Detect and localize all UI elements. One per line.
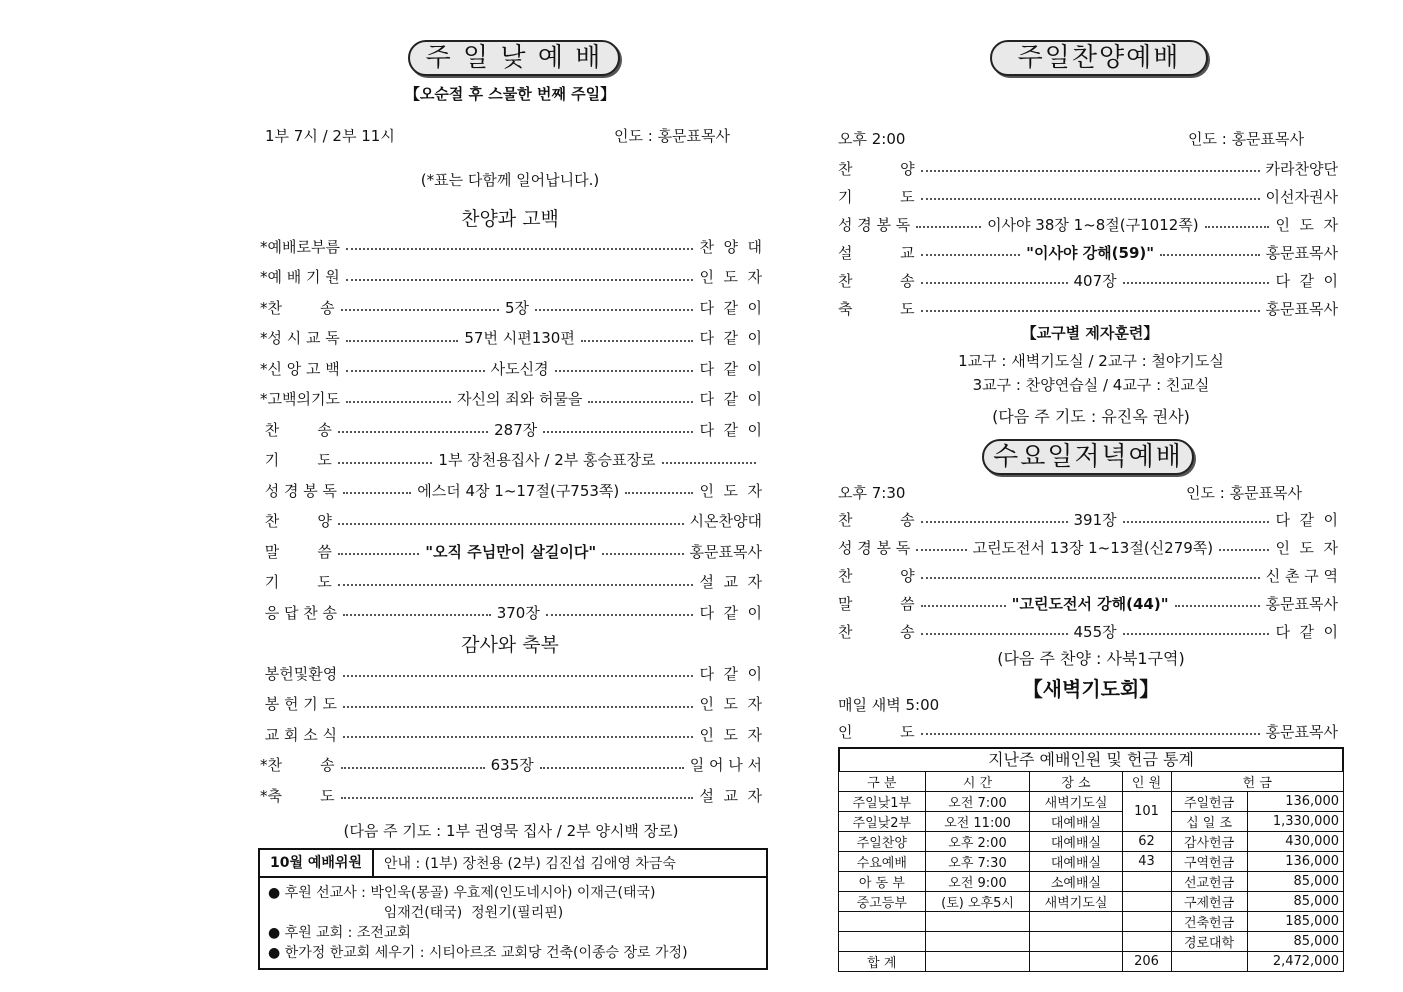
stats-cell [925,932,1030,952]
stats-cell: 185,000 [1247,912,1343,932]
stats-cell: 대예배실 [1030,832,1122,852]
praise-leader: 인도 : 홍문표목사 [1188,130,1305,148]
stats-cell: 선교헌금 [1171,872,1247,892]
stats-cell [1030,912,1122,932]
stats-cell: 오후 7:30 [925,852,1030,872]
order-item-person: 시온찬양대 [689,512,762,530]
stats-cell: 85,000 [1247,932,1343,952]
order-item-label: 찬 양 [260,512,332,530]
dawn-leader-name: 홍문표목사 [1265,722,1338,741]
order2-row [260,723,762,745]
next-prayer-right: (다음 주 기도 : 유진옥 권사) [992,407,1190,426]
order-row [260,418,762,440]
stats-total-row [839,952,1344,972]
church-planting: ● 한가정 한교회 세우기 : 시티아르조 교회당 건축(이종승 장로 가정) [268,945,688,961]
wednesday-service-title: 수요일저녁예배 [982,439,1194,475]
wed-item-label: 찬 송 [838,622,915,641]
training-title: 【교구별 제자훈련】 [1021,324,1159,342]
order-item-label: *고백의기도 [260,390,340,408]
stats-row [839,852,1344,872]
stats-cell: 주일헌금 [1171,792,1247,812]
dawn-leader-row [838,720,1338,742]
wed-item-label: 성 경 봉 독 [838,538,911,557]
praise-time: 오후 2:00 [838,130,906,148]
order-row [260,449,762,471]
praise-item-label: 축 도 [838,299,915,318]
wed-item-detail: "고린도전서 강해(44)" [1011,594,1169,613]
stats-cell: 새벽기도실 [1030,792,1122,812]
stats-cell: 101 [1122,792,1171,832]
order2-item-person: 설 교 자 [699,786,762,805]
order-item-person: 홍문표목사 [689,542,762,561]
order2-row [260,693,762,715]
order-row [260,235,762,257]
stats-cell: 대예배실 [1030,852,1122,872]
order-item-detail: 에스더 4장 1~17절(구753쪽) [417,481,620,500]
praise-item-detail: 407장 [1073,271,1117,290]
attendance-offering-table [838,747,1344,972]
wed-item-label: 찬 송 [838,510,915,529]
wed-item-label: 찬 양 [838,566,915,585]
stats-cell [1122,872,1171,892]
stats-total-cell: 206 [1122,952,1171,972]
order-row [260,296,762,318]
order-item-person: 다 같 이 [699,390,762,408]
section-thanks-blessing: 감사와 축복 [461,634,559,656]
order-item-person: 설 교 자 [699,573,762,591]
order-row [260,571,762,593]
order-item-person: 인 도 자 [699,268,762,286]
dawn-leader-label: 인 도 [838,722,915,741]
stats-row [839,832,1344,852]
stats-cell: 62 [1122,832,1171,852]
order2-item-label: 봉헌및환영 [260,664,338,683]
wednesday-leader: 인도 : 홍문표목사 [1186,484,1303,502]
stats-row [839,932,1344,952]
stats-cell: 중고등부 [839,892,926,912]
praise-item-person: 이선자권사 [1265,187,1338,206]
order2-row [260,784,762,806]
stats-row [839,912,1344,932]
praise-item-person: 인 도 자 [1275,215,1338,234]
order-item-detail: 5장 [505,298,530,317]
stats-cell: 오전 9:00 [925,872,1030,892]
stats-cell: 85,000 [1247,892,1343,912]
order-row [260,601,762,623]
order-item-detail: 1부 장천용집사 / 2부 홍승표장로 [438,451,656,469]
stats-cell: 주일찬양 [839,832,926,852]
praise-item-detail: "이사야 강해(59)" [1026,243,1155,262]
order2-item-person: 인 도 자 [699,695,762,713]
stats-row [839,812,1344,832]
order-item-label: *성 시 교 독 [260,329,340,347]
stats-cell [1122,892,1171,912]
praise-row [838,185,1338,207]
wed-item-detail: 455장 [1073,622,1117,641]
stats-cell: 감사헌금 [1171,832,1247,852]
praise-row [838,241,1338,263]
order2-item-person: 다 같 이 [699,664,762,683]
praise-item-label: 설 교 [838,243,915,262]
stats-total-cell [925,952,1030,972]
stats-cell: (토) 오후5시 [925,892,1030,912]
order2-row [260,754,762,776]
section-praise-confession: 찬양과 고백 [461,208,559,230]
stats-total-cell [1171,952,1247,972]
next-prayer: (다음 주 기도 : 1부 권영묵 집사 / 2부 양시백 장로) [343,822,679,840]
stats-cell [925,912,1030,932]
order-item-detail: 57번 시편130편 [464,329,575,347]
praise-item-label: 성 경 봉 독 [838,215,911,234]
wed-item-person: 인 도 자 [1275,538,1339,557]
order-item-label: *예배로부름 [260,237,340,256]
stats-header: 구 분 [839,772,926,792]
order-item-person: 다 같 이 [699,603,762,622]
stats-cell: 430,000 [1247,832,1343,852]
missionaries-line-2: 임재건(태국) 정원기(필리핀) [268,905,564,921]
stats-cell: 1,330,000 [1247,812,1343,832]
order-item-person: 인 도 자 [699,481,763,500]
order2-item-detail: 635장 [490,756,534,774]
order-item-label: *예 배 기 원 [260,268,340,286]
stats-cell: 수요예배 [839,852,926,872]
order-item-label: 성 경 봉 독 [260,481,338,500]
stats-header: 시 간 [925,772,1030,792]
order2-item-label: 교 회 소 식 [260,725,338,744]
stats-header: 인 원 [1122,772,1171,792]
stats-cell: 136,000 [1247,792,1343,812]
order-item-label: *신 앙 고 백 [260,359,340,378]
stats-row [839,792,1344,812]
wed-item-detail: 고린도전서 13장 1~13절(신279쪽) [972,538,1214,557]
service-leader: 인도 : 홍문표목사 [614,127,731,145]
praise-row [838,297,1338,319]
order2-item-person: 인 도 자 [699,725,762,744]
stats-cell [839,932,926,952]
wed-item-detail: 391장 [1073,510,1117,529]
stats-cell: 주일낮1부 [839,792,926,812]
stats-cell [1030,932,1122,952]
order-item-detail: 370장 [496,603,540,622]
wed-item-person: 신 촌 구 역 [1265,566,1338,585]
stats-cell: 구역헌금 [1171,852,1247,872]
order-item-label: 기 도 [260,451,332,469]
committee-label: 10월 예배위원 [260,850,374,876]
missionaries-line: ● 후원 선교사 : 박인욱(몽골) 우효제(인도네시아) 이재근(태국) [268,885,656,901]
order-item-label: 응 답 찬 송 [260,603,338,622]
order2-item-person: 일 어 나 서 [689,756,763,774]
order-row [260,327,762,349]
order-item-person: 찬 양 대 [699,237,762,256]
order-item-detail: "오직 주님만이 살길이다" [425,542,597,561]
order-item-label: 찬 송 [260,420,332,439]
order-item-detail: 자신의 죄와 허물을 [456,390,583,408]
order-row [260,479,762,501]
next-praise: (다음 주 찬양 : 사북1구역) [997,649,1185,668]
praise-row [838,213,1338,235]
stats-cell: 대예배실 [1030,812,1122,832]
stats-total-cell [1030,952,1122,972]
service-times: 1부 7시 / 2부 11시 [265,127,395,145]
order-item-label: *찬 송 [260,298,335,317]
stats-cell: 십 일 조 [1171,812,1247,832]
praise-item-person: 다 같 이 [1275,271,1338,290]
praise-item-person: 홍문표목사 [1265,299,1338,318]
order-item-label: 기 도 [260,573,332,591]
stats-cell: 주일낮2부 [839,812,926,832]
order-row [260,357,762,379]
stats-caption: 지난주 예배인원 및 헌금 통계 [838,747,1344,771]
sunday-service-title: 주 일 낮 예 배 [408,40,620,76]
stats-row [839,872,1344,892]
order-item-detail: 287장 [494,420,538,439]
order-item-detail: 사도신경 [490,359,549,378]
wed-row [838,620,1338,642]
stats-cell: 오전 7:00 [925,792,1030,812]
worship-committee-box [258,848,768,970]
wed-row [838,592,1338,614]
wed-item-person: 홍문표목사 [1265,594,1338,613]
wed-item-person: 다 같 이 [1275,510,1338,529]
order-row [260,388,762,410]
stats-cell: 아 동 부 [839,872,926,892]
stats-row [839,892,1344,912]
stats-header: 장 소 [1030,772,1122,792]
order2-item-label: 봉 헌 기 도 [260,695,338,713]
praise-service-title: 주일찬양예배 [990,40,1208,76]
wed-item-person: 다 같 이 [1275,622,1338,641]
order-row [260,266,762,288]
praise-item-person: 홍문표목사 [1265,243,1339,262]
wednesday-time: 오후 7:30 [838,484,906,502]
order-row [260,510,762,532]
stats-header: 헌 금 [1171,772,1343,792]
praise-row [838,269,1338,291]
supported-church: ● 후원 교회 : 조전교회 [268,925,411,941]
order-item-label: 말 씀 [260,542,332,561]
order2-row [260,662,762,684]
order-item-person: 다 같 이 [699,420,763,439]
stats-cell: 오후 2:00 [925,832,1030,852]
stats-cell: 경로대학 [1171,932,1247,952]
order-item-person: 다 같 이 [699,298,762,317]
order2-item-label: *찬 송 [260,756,335,774]
wed-item-label: 말 씀 [838,594,915,613]
stats-cell: 136,000 [1247,852,1343,872]
wed-row [838,536,1338,558]
dawn-time: 매일 새벽 5:00 [838,696,940,714]
dawn-title: 【새벽기도회】 [1022,677,1160,701]
praise-item-label: 찬 양 [838,159,915,178]
order2-item-label: *축 도 [260,786,335,805]
stats-cell: 오전 11:00 [925,812,1030,832]
stats-cell: 구제헌금 [1171,892,1247,912]
stats-cell [839,912,926,932]
usher-list: 안내 : (1부) 장천용 (2부) 김진섭 김애영 차금숙 [384,856,676,872]
wed-row [838,564,1338,586]
praise-item-person: 카라찬양단 [1265,159,1338,178]
stats-total-cell: 합 계 [839,952,926,972]
training-line-2: 3교구 : 찬양연습실 / 4교구 : 친교실 [972,376,1210,394]
praise-row [838,157,1338,179]
order-item-person: 다 같 이 [699,359,762,378]
stats-cell [1122,932,1171,952]
praise-item-label: 찬 송 [838,271,915,290]
training-line-1: 1교구 : 새벽기도실 / 2교구 : 철야기도실 [958,352,1224,370]
stats-total-cell: 2,472,000 [1247,952,1343,972]
stats-cell: 건축헌금 [1171,912,1247,932]
stats-cell: 새벽기도실 [1030,892,1122,912]
wed-row [838,508,1338,530]
order-item-person: 다 같 이 [699,329,763,347]
praise-item-label: 기 도 [838,187,915,206]
praise-item-detail: 이사야 38장 1~8절(구1012쪽) [987,215,1199,234]
stats-cell [1122,912,1171,932]
order-row [260,540,762,562]
stats-cell: 소예배실 [1030,872,1122,892]
stats-cell: 85,000 [1247,872,1343,892]
week-subtitle: 【오순절 후 스물한 번째 주일】 [404,85,616,103]
stats-cell: 43 [1122,852,1171,872]
standing-note: (*표는 다함께 일어납니다.) [420,171,600,189]
